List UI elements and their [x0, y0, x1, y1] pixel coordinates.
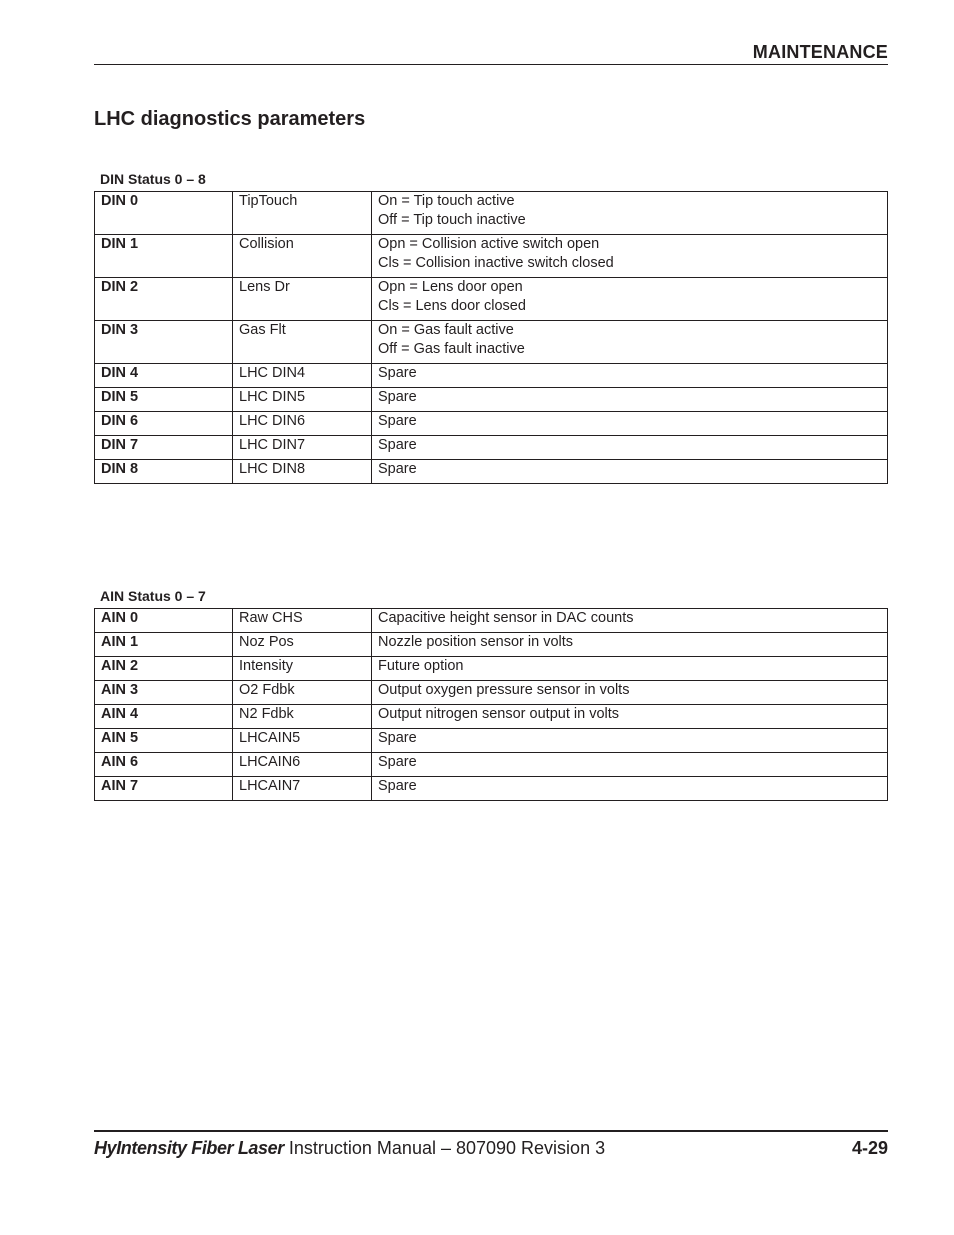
description-line: Opn = Collision active switch open	[378, 236, 600, 252]
table-row	[95, 192, 888, 235]
description-line: Opn = Lens door open	[378, 279, 523, 295]
din-table-body	[95, 192, 888, 484]
page-number: 4-29	[851, 1138, 888, 1158]
description-line: Output nitrogen sensor output in volts	[378, 706, 620, 722]
param-description	[372, 681, 888, 705]
page-title: LHC diagnostics parameters	[94, 108, 366, 130]
table-row	[95, 321, 888, 364]
param-id: DIN 8	[95, 460, 233, 484]
ain-status-table	[94, 608, 888, 801]
param-name: LHC DIN4	[233, 364, 372, 388]
ain-table-caption: AIN Status 0 – 7	[100, 588, 206, 604]
param-id: AIN 1	[95, 633, 233, 657]
description-line: Spare	[378, 754, 417, 770]
description-line: Cls = Lens door closed	[378, 298, 526, 314]
param-description	[372, 705, 888, 729]
param-id: DIN 7	[95, 436, 233, 460]
param-description	[372, 235, 888, 278]
param-id: AIN 4	[95, 705, 233, 729]
table-row	[95, 753, 888, 777]
din-table-caption: DIN Status 0 – 8	[100, 171, 206, 187]
param-id: DIN 3	[95, 321, 233, 364]
description-line: Off = Tip touch inactive	[378, 212, 526, 228]
param-id: DIN 2	[95, 278, 233, 321]
param-description	[372, 460, 888, 484]
din-status-table	[94, 191, 888, 484]
table-row	[95, 609, 888, 633]
param-description	[372, 753, 888, 777]
description-line: Spare	[378, 413, 417, 429]
table-row	[95, 633, 888, 657]
description-line: Future option	[378, 658, 464, 674]
table-row	[95, 657, 888, 681]
description-line: Nozzle position sensor in volts	[378, 634, 574, 650]
param-name: O2 Fdbk	[233, 681, 372, 705]
param-id: AIN 3	[95, 681, 233, 705]
table-row	[95, 412, 888, 436]
footer	[94, 1138, 888, 1160]
description-line: Output oxygen pressure sensor in volts	[378, 682, 630, 698]
param-id: AIN 0	[95, 609, 233, 633]
table-row	[95, 777, 888, 801]
table-row	[95, 388, 888, 412]
param-name: Noz Pos	[233, 633, 372, 657]
param-id: AIN 6	[95, 753, 233, 777]
param-description	[372, 729, 888, 753]
description-line: Spare	[378, 437, 417, 453]
description-line: On = Tip touch active	[378, 193, 515, 209]
param-id: AIN 7	[95, 777, 233, 801]
param-name: Raw CHS	[233, 609, 372, 633]
param-description	[372, 388, 888, 412]
table-row	[95, 460, 888, 484]
param-name: LHCAIN7	[233, 777, 372, 801]
param-name: Lens Dr	[233, 278, 372, 321]
description-line: On = Gas fault active	[378, 322, 514, 338]
description-line: Cls = Collision inactive switch closed	[378, 255, 614, 271]
table-row	[95, 436, 888, 460]
param-name: LHC DIN7	[233, 436, 372, 460]
section-header: MAINTENANCE	[752, 42, 888, 62]
param-description	[372, 364, 888, 388]
param-name: TipTouch	[233, 192, 372, 235]
param-description	[372, 657, 888, 681]
param-name: Intensity	[233, 657, 372, 681]
param-id: DIN 5	[95, 388, 233, 412]
param-name: LHC DIN5	[233, 388, 372, 412]
param-name: Gas Flt	[233, 321, 372, 364]
param-description	[372, 436, 888, 460]
description-line: Spare	[378, 461, 417, 477]
ain-table-body	[95, 609, 888, 801]
param-description	[372, 609, 888, 633]
param-name: LHCAIN6	[233, 753, 372, 777]
table-row	[95, 278, 888, 321]
param-id: AIN 5	[95, 729, 233, 753]
table-row	[95, 681, 888, 705]
table-row	[95, 235, 888, 278]
table-row	[95, 729, 888, 753]
description-line: Spare	[378, 389, 417, 405]
description-line: Capacitive height sensor in DAC counts	[378, 610, 634, 626]
footer-brand: HyIntensity Fiber Laser	[94, 1138, 284, 1158]
param-id: AIN 2	[95, 657, 233, 681]
description-line: Spare	[378, 778, 417, 794]
param-id: DIN 4	[95, 364, 233, 388]
param-id: DIN 0	[95, 192, 233, 235]
param-description	[372, 633, 888, 657]
footer-divider	[94, 1130, 888, 1132]
param-name: LHC DIN6	[233, 412, 372, 436]
table-row	[95, 705, 888, 729]
param-id: DIN 1	[95, 235, 233, 278]
param-description	[372, 321, 888, 364]
description-line: Off = Gas fault inactive	[378, 341, 525, 357]
param-description	[372, 412, 888, 436]
param-name: N2 Fdbk	[233, 705, 372, 729]
table-row	[95, 364, 888, 388]
param-name: Collision	[233, 235, 372, 278]
param-description	[372, 278, 888, 321]
param-name: LHCAIN5	[233, 729, 372, 753]
footer-manual: Instruction Manual – 807090 Revision 3	[288, 1138, 606, 1158]
param-description	[372, 777, 888, 801]
param-name: LHC DIN8	[233, 460, 372, 484]
header-divider	[94, 64, 888, 65]
param-description	[372, 192, 888, 235]
description-line: Spare	[378, 730, 417, 746]
param-id: DIN 6	[95, 412, 233, 436]
description-line: Spare	[378, 365, 417, 381]
